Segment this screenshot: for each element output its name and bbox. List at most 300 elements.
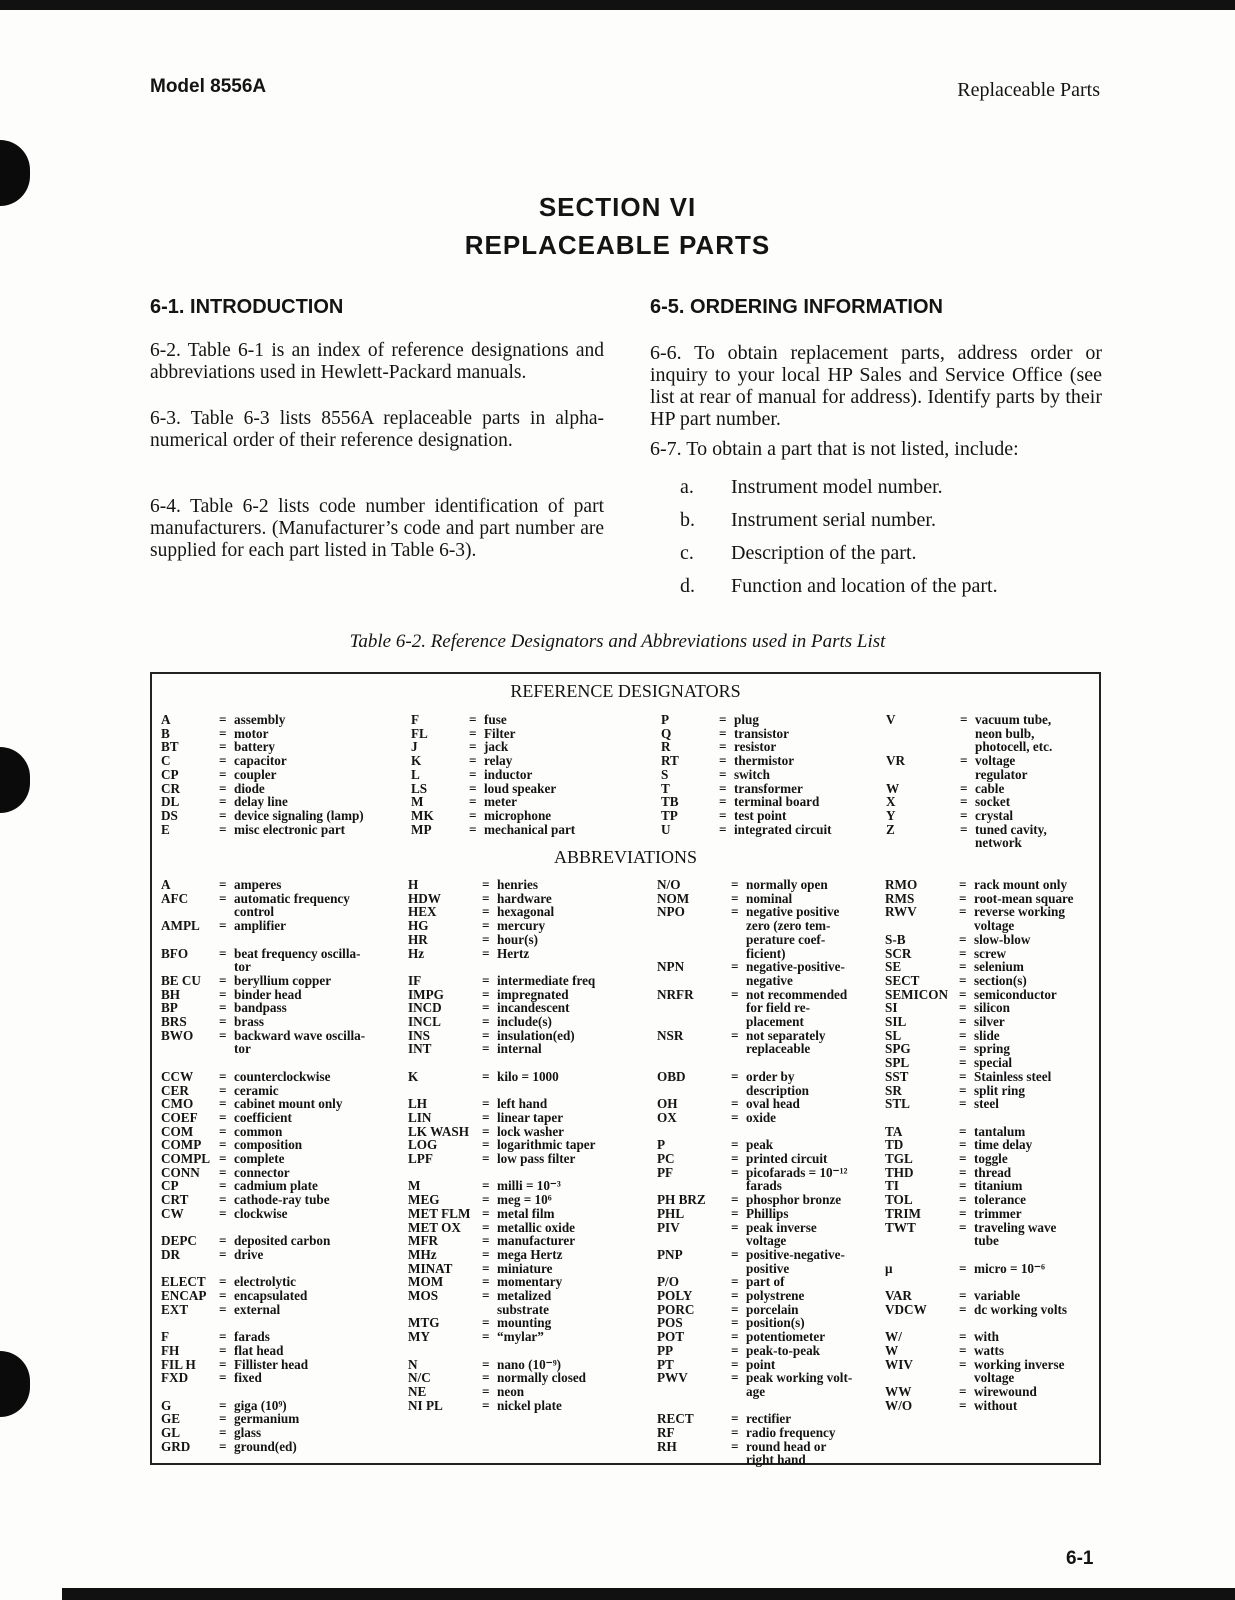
entry-code: WW: [885, 1383, 912, 1399]
table-entry: [408, 1097, 596, 1111]
table-entry: [161, 1179, 365, 1193]
entry-code: BT: [161, 739, 179, 755]
equals-sign: =: [731, 1411, 739, 1427]
table-entry: [886, 782, 1052, 796]
entry-description: peak inverse voltage: [746, 1219, 817, 1249]
table-entry: [657, 1358, 852, 1372]
table-entry: [657, 1207, 852, 1221]
entry-code: LIN: [408, 1109, 432, 1125]
entry-code: COM: [161, 1123, 194, 1139]
bottom-scan-edge: [62, 1588, 1235, 1600]
entry-description: electrolytic: [234, 1274, 296, 1290]
equals-sign: =: [959, 1178, 967, 1194]
equals-sign: =: [482, 1288, 490, 1304]
table-entry: [408, 1015, 596, 1029]
equals-sign: =: [959, 931, 967, 947]
equals-sign: =: [219, 877, 227, 892]
entry-code: OBD: [657, 1068, 686, 1084]
table-entry: [161, 947, 365, 974]
entry-code: THD: [885, 1164, 914, 1180]
equals-sign: =: [959, 1342, 967, 1358]
equals-sign: =: [219, 1014, 227, 1030]
equals-sign: =: [219, 1274, 227, 1290]
entry-description: coupler: [234, 766, 277, 782]
equals-sign: =: [731, 1370, 739, 1386]
table-entry: [885, 1097, 1074, 1111]
equals-sign: =: [731, 1342, 739, 1358]
entry-code: MK: [411, 807, 434, 823]
table-entry: [408, 1152, 596, 1166]
entry-description: ground(ed): [234, 1438, 297, 1454]
equals-sign: =: [731, 1288, 739, 1304]
entry-code: W: [885, 1342, 899, 1358]
equals-sign: =: [482, 1383, 490, 1399]
entry-code: Hz: [408, 945, 425, 961]
equals-sign: =: [219, 972, 227, 988]
equals-sign: =: [219, 1068, 227, 1084]
table-entry: [161, 1070, 365, 1084]
equals-sign: =: [731, 1192, 739, 1208]
equals-sign: =: [219, 1082, 227, 1098]
equals-sign: =: [482, 877, 490, 892]
equals-sign: =: [482, 1274, 490, 1290]
entry-code: P: [657, 1137, 666, 1153]
equals-sign: =: [482, 1014, 490, 1030]
table-entry: [657, 960, 852, 987]
table-entry: [411, 823, 575, 837]
entry-description: micro = 10⁻⁶: [974, 1260, 1045, 1276]
entry-code: MET OX: [408, 1219, 461, 1235]
equals-sign: =: [731, 1315, 739, 1331]
equals-sign: =: [959, 1329, 967, 1345]
table-entry: [657, 1097, 852, 1111]
entry-code: BE CU: [161, 972, 201, 988]
entry-code: SCR: [885, 945, 912, 961]
entry-description: cabinet mount only: [234, 1096, 343, 1112]
entry-description: assembly: [234, 712, 286, 727]
entry-code: RMS: [885, 890, 915, 906]
entry-code: H: [408, 877, 419, 892]
step-item: [680, 509, 998, 542]
equals-sign: =: [959, 1055, 967, 1071]
entry-code: FXD: [161, 1370, 189, 1386]
table-entry: [885, 878, 1074, 892]
entry-code: SE: [885, 959, 902, 975]
entry-code: R: [661, 739, 671, 755]
table-entry: [885, 947, 1074, 961]
entry-description: silver: [974, 1014, 1005, 1030]
table-entry: [408, 1358, 596, 1372]
equals-sign: =: [959, 1301, 967, 1317]
entry-code: P/O: [657, 1274, 679, 1290]
entry-description: deposited carbon: [234, 1233, 331, 1249]
table-entry: [657, 1070, 852, 1097]
entry-description: printed circuit: [746, 1151, 828, 1167]
table-entry: [408, 1029, 596, 1043]
equals-sign: =: [959, 1068, 967, 1084]
entry-description: fuse: [484, 712, 507, 727]
equals-sign: =: [731, 986, 739, 1002]
entry-code: μ: [885, 1260, 893, 1276]
table-entry: [408, 1221, 596, 1235]
table-entry: [885, 1029, 1074, 1043]
entry-code: Q: [661, 725, 672, 741]
table-entry: [657, 1166, 852, 1193]
entry-description: insulation(ed): [497, 1027, 575, 1043]
page-number: 6-1: [1066, 1548, 1094, 1569]
table-entry: [161, 1412, 365, 1426]
equals-sign: =: [731, 959, 739, 975]
entry-description: kilo = 1000: [497, 1068, 559, 1084]
table-entry: [885, 1289, 1074, 1303]
equals-sign: =: [219, 1329, 227, 1345]
equals-sign: =: [959, 1383, 967, 1399]
table-entry: [885, 988, 1074, 1002]
entry-description: metalized substrate: [497, 1288, 552, 1317]
table-entry: [161, 1371, 365, 1385]
section-number: SECTION VI: [538, 192, 697, 222]
table-caption: Table 6-2. Reference Designators and Abbreviations used in Parts List: [349, 631, 886, 652]
table-entry: [886, 823, 1052, 850]
entry-description: porcelain: [746, 1301, 799, 1317]
entry-description: left hand: [497, 1096, 548, 1112]
equals-sign: =: [731, 1164, 739, 1180]
entry-description: time delay: [974, 1137, 1033, 1153]
entry-description: linear taper: [497, 1109, 564, 1125]
entry-code: TB: [661, 794, 679, 810]
entry-code: CR: [161, 780, 181, 796]
entry-code: SPL: [885, 1055, 910, 1071]
equals-sign: =: [219, 1438, 227, 1454]
entry-description: meg = 10⁶: [497, 1192, 552, 1208]
entry-code: MOS: [408, 1288, 439, 1304]
table-entry: [885, 1358, 1074, 1385]
table-entry: [661, 727, 832, 741]
table-entry: [657, 1111, 852, 1125]
entry-code: S: [661, 766, 669, 782]
entry-code: EXT: [161, 1301, 189, 1317]
entry-code: J: [411, 739, 418, 755]
entry-description: negative positive zero (zero tem- perature coef- ficient): [746, 904, 840, 961]
equals-sign: =: [219, 1246, 227, 1262]
table-entry: [161, 878, 365, 892]
entry-description: germanium: [234, 1411, 300, 1427]
designator-column: [886, 713, 1052, 850]
entry-description: section(s): [974, 972, 1027, 988]
table-entry: [411, 727, 575, 741]
entry-description: nano (10⁻⁹): [497, 1356, 562, 1372]
equals-sign: =: [219, 1192, 227, 1208]
entry-description: slide: [974, 1027, 1000, 1043]
entry-code: TD: [885, 1137, 904, 1153]
entry-code: MTG: [408, 1315, 440, 1331]
equals-sign: =: [731, 1425, 739, 1441]
equals-sign: =: [959, 1082, 967, 1098]
entry-description: delay line: [234, 794, 288, 810]
equals-sign: =: [959, 1151, 967, 1167]
table-entry: [408, 905, 596, 919]
entry-description: picofarads = 10⁻¹² farads: [746, 1164, 848, 1194]
entry-code: T: [661, 780, 670, 796]
entry-description: device signaling (lamp): [234, 807, 364, 823]
entry-description: test point: [734, 807, 787, 823]
entry-description: giga (10⁹): [234, 1397, 287, 1413]
table-entry: [886, 809, 1052, 823]
entry-description: part of: [746, 1274, 785, 1290]
table-entry: [657, 1440, 852, 1467]
entry-code: MOM: [408, 1274, 444, 1290]
table-entry: [885, 1166, 1074, 1180]
table-entry: [657, 1248, 852, 1275]
entry-spacer: [885, 1316, 1074, 1330]
entry-code: FH: [161, 1342, 180, 1358]
entry-description: lock washer: [497, 1123, 565, 1139]
entry-code: LS: [411, 780, 428, 796]
entry-code: VR: [886, 753, 906, 769]
table-entry: [657, 1330, 852, 1344]
entry-code: SPG: [885, 1041, 911, 1057]
entry-code: CER: [161, 1082, 189, 1098]
equals-sign: =: [219, 766, 227, 782]
equals-sign: =: [719, 725, 727, 741]
entry-description: Fillister head: [234, 1356, 309, 1372]
table-entry: [661, 782, 832, 796]
entry-code: S-B: [885, 931, 906, 947]
entry-code: SIL: [885, 1014, 907, 1030]
entry-code: RMO: [885, 877, 918, 892]
equals-sign: =: [219, 821, 227, 837]
table-entry: [408, 1193, 596, 1207]
table-entry: [408, 1275, 596, 1289]
equals-sign: =: [219, 739, 227, 755]
entry-code: TOL: [885, 1192, 913, 1208]
entry-description: complete: [234, 1151, 285, 1167]
entry-spacer: [657, 1056, 852, 1070]
table-entry: [661, 809, 832, 823]
entry-spacer: [885, 1248, 1074, 1262]
entry-code: BH: [161, 986, 181, 1002]
table-entry: [161, 1001, 365, 1015]
entry-description: hexagonal: [497, 904, 555, 920]
equals-sign: =: [482, 1041, 490, 1057]
equals-sign: =: [719, 712, 727, 727]
table-entry: [161, 1015, 365, 1029]
equals-sign: =: [960, 712, 968, 727]
entry-description: ceramic: [234, 1082, 279, 1098]
entry-description: “mylar”: [497, 1329, 544, 1345]
intro-paragraph-3: 6-4. Table 6-2 lists code number identification of part manufacturers. (Manufacturer’s code and part number are supplied for each part listed in Table 6-3).: [150, 496, 604, 561]
table-entry: [161, 1029, 365, 1056]
equals-sign: =: [219, 1151, 227, 1167]
entry-code: DL: [161, 794, 180, 810]
entry-code: CP: [161, 1178, 179, 1194]
entry-code: SR: [885, 1082, 902, 1098]
entry-description: reverse working voltage: [974, 904, 1065, 934]
equals-sign: =: [482, 986, 490, 1002]
entry-description: tolerance: [974, 1192, 1026, 1208]
equals-sign: =: [959, 1014, 967, 1030]
equals-sign: =: [219, 753, 227, 769]
entry-code: ENCAP: [161, 1288, 207, 1304]
equals-sign: =: [731, 1356, 739, 1372]
entry-code: NI PL: [408, 1397, 443, 1413]
equals-sign: =: [219, 986, 227, 1002]
table-entry: [161, 1207, 365, 1221]
table-entry: [411, 713, 575, 727]
entry-description: with: [974, 1329, 999, 1345]
entry-description: capacitor: [234, 753, 287, 769]
entry-code: CW: [161, 1205, 184, 1221]
equals-sign: =: [731, 1027, 739, 1043]
equals-sign: =: [960, 753, 968, 769]
entry-description: loud speaker: [484, 780, 557, 796]
table-entry: [885, 1221, 1074, 1248]
entry-code: W: [886, 780, 900, 796]
entry-description: not recommended for field re- placement: [746, 986, 848, 1030]
equals-sign: =: [960, 821, 968, 837]
equals-sign: =: [469, 807, 477, 823]
entry-code: TRIM: [885, 1205, 921, 1221]
entry-description: farads: [234, 1329, 270, 1345]
equals-sign: =: [219, 1123, 227, 1139]
equals-sign: =: [959, 945, 967, 961]
entry-code: BP: [161, 1000, 178, 1016]
abbreviation-column: [161, 878, 365, 1453]
table-entry: [885, 1042, 1074, 1056]
table-entry: [408, 1001, 596, 1015]
entry-code: LPF: [408, 1151, 433, 1167]
entry-code: MHz: [408, 1246, 437, 1262]
equals-sign: =: [219, 1288, 227, 1304]
table-entry: [885, 1070, 1074, 1084]
equals-sign: =: [219, 1137, 227, 1153]
table-entry: [161, 754, 364, 768]
equals-sign: =: [959, 904, 967, 920]
table-entry: [408, 1111, 596, 1125]
equals-sign: =: [731, 1137, 739, 1153]
table-entry: [408, 1234, 596, 1248]
table-entry: [657, 1289, 852, 1303]
equals-sign: =: [219, 1096, 227, 1112]
entry-spacer: [657, 1399, 852, 1413]
table-entry: [657, 1152, 852, 1166]
entry-description: rack mount only: [974, 877, 1068, 892]
table-entry: [657, 1371, 852, 1398]
entry-code: G: [161, 1397, 172, 1413]
entry-code: MEG: [408, 1192, 440, 1208]
entry-description: resistor: [734, 739, 777, 755]
entry-code: TWT: [885, 1219, 916, 1235]
table-entry: [408, 1330, 596, 1344]
entry-description: phosphor bronze: [746, 1192, 842, 1208]
equals-sign: =: [482, 1329, 490, 1345]
entry-description: connector: [234, 1164, 290, 1180]
entry-description: not separately replaceable: [746, 1027, 826, 1057]
equals-sign: =: [219, 1411, 227, 1427]
equals-sign: =: [731, 1274, 739, 1290]
entry-code: SST: [885, 1068, 909, 1084]
entry-spacer: [161, 1262, 365, 1276]
equals-sign: =: [959, 890, 967, 906]
entry-code: PT: [657, 1356, 674, 1372]
table-entry: [657, 1412, 852, 1426]
entry-code: RWV: [885, 904, 917, 920]
table-entry: [657, 1275, 852, 1289]
entry-description: oval head: [746, 1096, 800, 1112]
entry-code: TGL: [885, 1151, 913, 1167]
entry-description: round head or right hand: [746, 1438, 827, 1468]
table-entry: [885, 1179, 1074, 1193]
table-entry: [161, 1111, 365, 1125]
entry-description: spring: [974, 1041, 1010, 1057]
entry-code: POLY: [657, 1288, 693, 1304]
entry-description: encapsulated: [234, 1288, 308, 1304]
equals-sign: =: [960, 780, 968, 796]
table-entry: [885, 1262, 1074, 1276]
entry-description: cadmium plate: [234, 1178, 318, 1194]
designator-column: [161, 713, 364, 836]
table-entry: [657, 1193, 852, 1207]
entry-description: screw: [974, 945, 1006, 961]
table-entry: [885, 905, 1074, 932]
entry-spacer: [408, 1166, 596, 1180]
entry-description: tuned cavity, network: [975, 821, 1047, 851]
entry-description: include(s): [497, 1014, 552, 1030]
equals-sign: =: [219, 890, 227, 906]
table-entry: [161, 1097, 365, 1111]
entry-description: low pass filter: [497, 1151, 576, 1167]
equals-sign: =: [219, 712, 227, 727]
entry-code: CCW: [161, 1068, 194, 1084]
step-text: Function and location of the part.: [731, 575, 998, 597]
equals-sign: =: [482, 1246, 490, 1262]
table-entry: [885, 1001, 1074, 1015]
entry-code: WIV: [885, 1356, 913, 1372]
entry-code: NPO: [657, 904, 685, 920]
entry-description: selenium: [974, 959, 1024, 975]
table-entry: [657, 1316, 852, 1330]
entry-description: battery: [234, 739, 276, 755]
table-entry: [408, 1316, 596, 1330]
entry-description: milli = 10⁻³: [497, 1178, 561, 1194]
table-entry: [161, 1166, 365, 1180]
equals-sign: =: [719, 821, 727, 837]
equals-sign: =: [482, 931, 490, 947]
entry-code: B: [161, 725, 170, 741]
table-entry: [886, 795, 1052, 809]
entry-code: PC: [657, 1151, 675, 1167]
entry-code: SI: [885, 1000, 898, 1016]
table-entry: [885, 1385, 1074, 1399]
equals-sign: =: [469, 739, 477, 755]
entry-description: automatic frequency control: [234, 890, 350, 920]
equals-sign: =: [719, 780, 727, 796]
entry-code: NPN: [657, 959, 685, 975]
step-letter: b.: [680, 509, 695, 531]
entry-code: W/O: [885, 1397, 913, 1413]
equals-sign: =: [731, 890, 739, 906]
entry-description: composition: [234, 1137, 303, 1153]
entry-description: intermediate freq: [497, 972, 596, 988]
entry-description: internal: [497, 1041, 542, 1057]
entry-description: without: [974, 1397, 1018, 1413]
equals-sign: =: [482, 1109, 490, 1125]
entry-description: amplifier: [234, 918, 287, 934]
table-entry: [408, 1138, 596, 1152]
table-entry: [661, 823, 832, 837]
entry-code: MY: [408, 1329, 430, 1345]
entry-description: thread: [974, 1164, 1012, 1180]
